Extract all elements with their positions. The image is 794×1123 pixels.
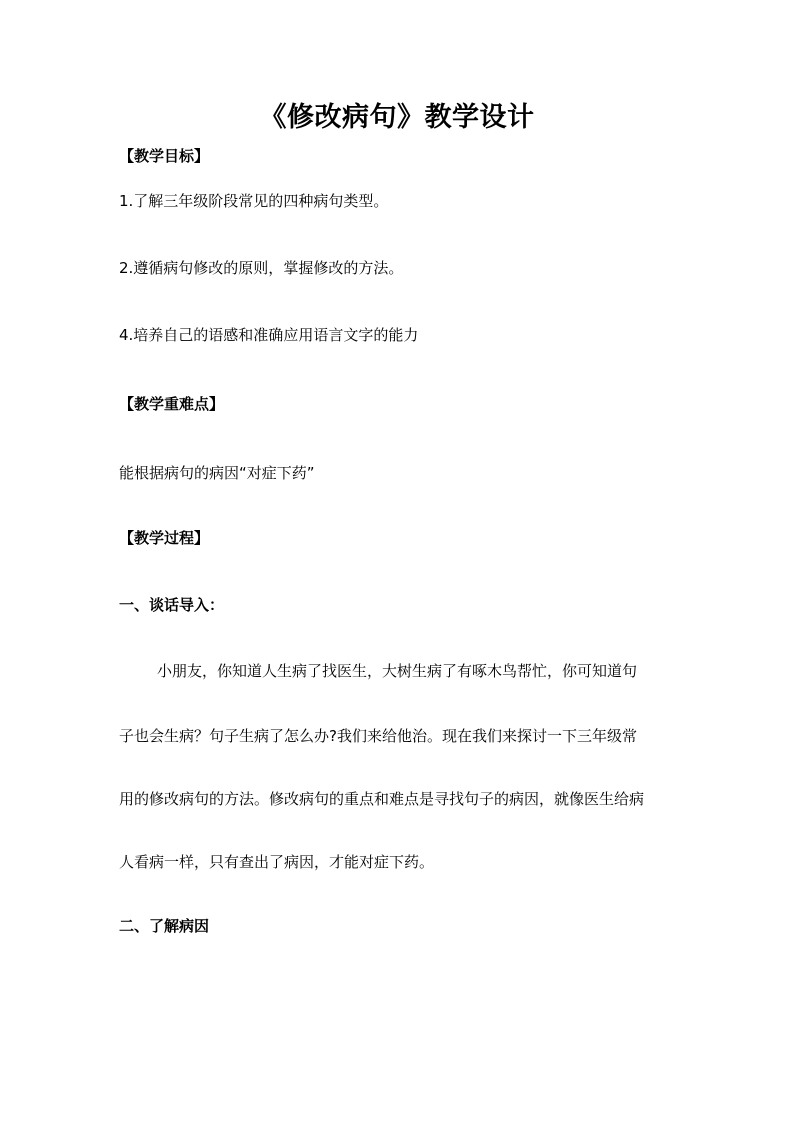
document-title: 《修改病句》教学设计 [259,102,535,133]
objective-item-3: 4.培养自己的语感和准确应用语言文字的能力 [119,326,419,344]
part1-paragraph-line-2: 子也会生病？句子生病了怎么办?我们来给他治。现在我们来探讨一下三年级常 [119,727,637,745]
part1-heading: 一、谈话导入： [119,596,225,614]
key-points-heading: 【教学重难点】 [119,395,225,413]
objectives-heading: 【教学目标】 [119,147,210,165]
key-points-text: 能根据病句的病因“对症下药” [119,464,315,482]
process-heading: 【教学过程】 [119,529,210,547]
part1-paragraph-line-1: 小朋友，你知道人生病了找医生，大树生病了有啄木鸟帮忙，你可知道句 [157,662,638,680]
part1-paragraph-line-3: 用的修改病句的方法。修改病句的重点和难点是寻找句子的病因，就像医生给病 [119,790,645,808]
objective-item-1: 1.了解三年级阶段常见的四种病句类型。 [119,192,389,210]
part2-heading: 二、了解病因 [119,917,210,935]
part1-paragraph-line-4: 人看病一样，只有查出了病因，才能对症下药。 [119,853,435,871]
objective-item-2: 2.遵循病句修改的原则，掌握修改的方法。 [119,259,404,277]
